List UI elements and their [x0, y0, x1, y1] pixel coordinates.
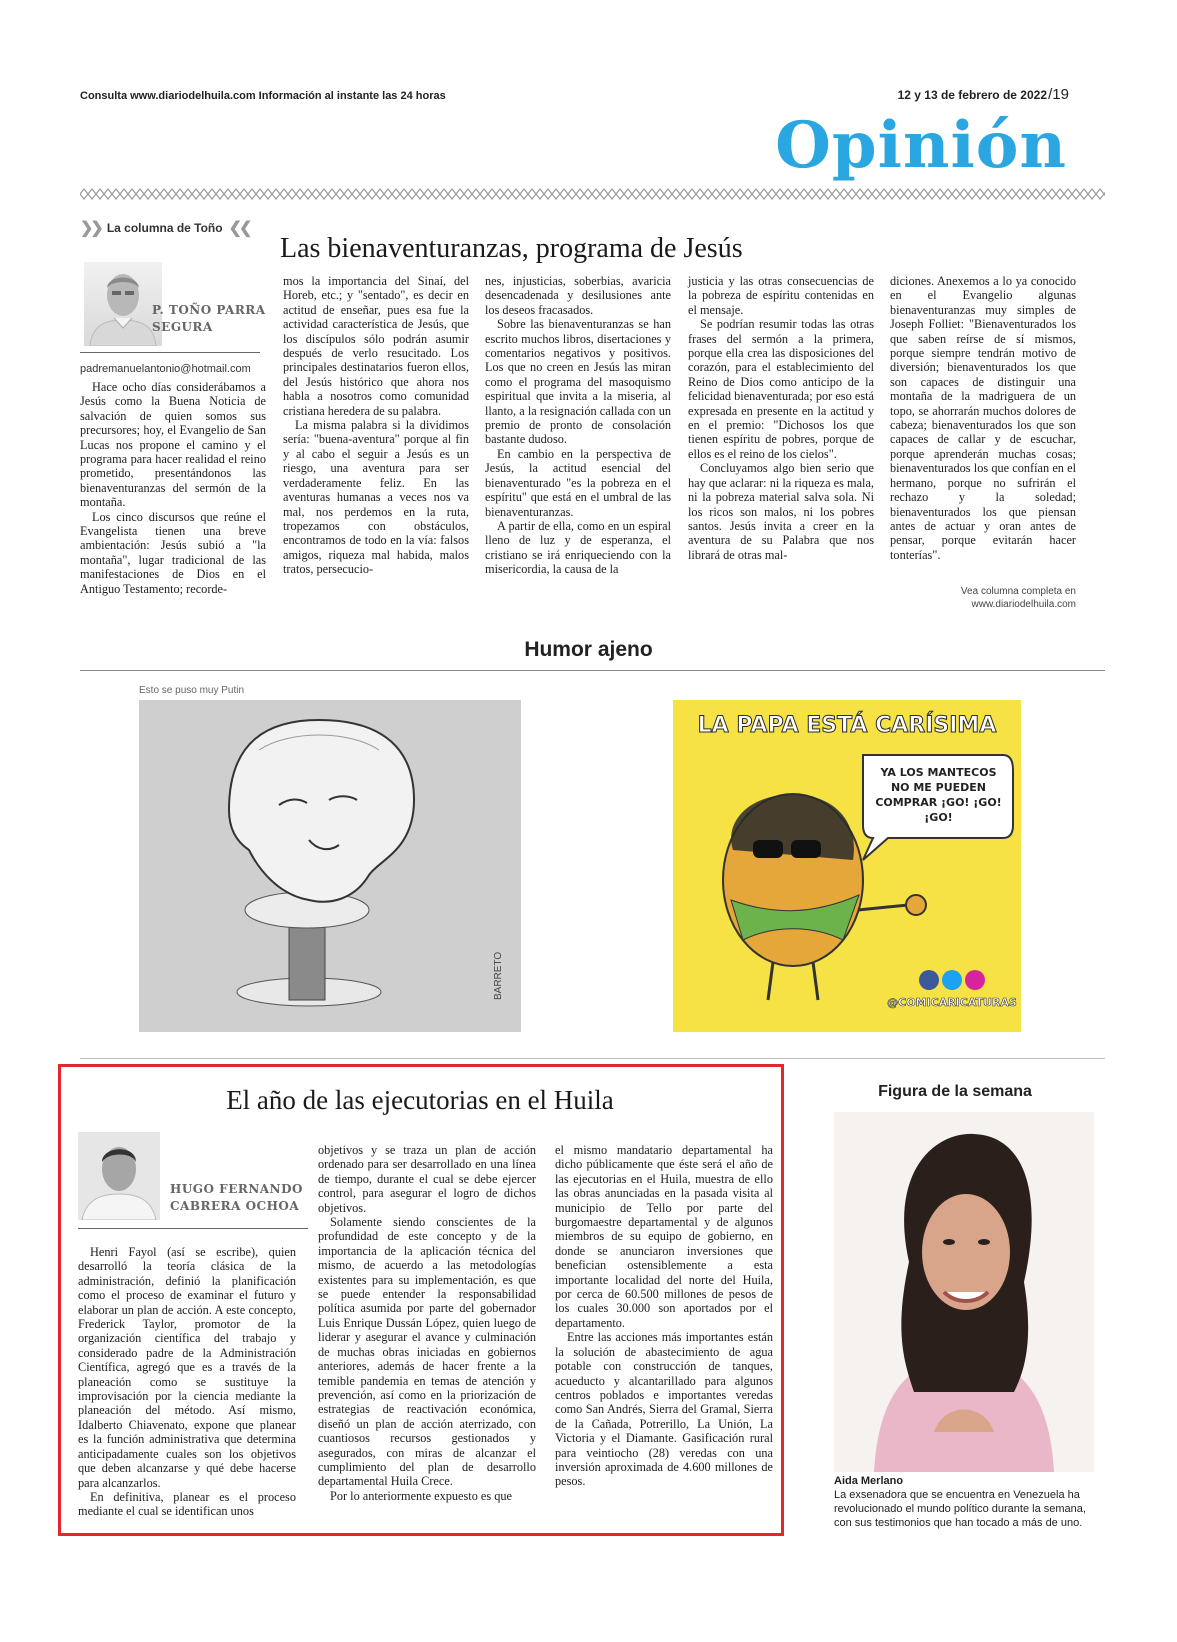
- paragraph: nes, injusticias, soberbias, avaricia desencadenada y desilusiones ante los deseos fracasados.: [485, 274, 671, 317]
- issue-date: 12 y 13 de febrero de 2022: [897, 88, 1047, 102]
- author-name-line: P. TOÑO PARRA: [152, 303, 266, 317]
- cartoon-handle: @COMICARICATURAS: [887, 996, 1017, 1009]
- column-kicker: [80, 218, 249, 238]
- author-email: padremanuelantonio@hotmail.com: [80, 363, 251, 375]
- paragraph: Concluyamos algo bien serio que hay que aclarar: ni la riqueza es mala, ni la pobreza material salva sola. Ni los ricos son malos, ni los pobres santos. Jesús invita a creer en la aventura de su Palabra que nos librará de otras mal-: [688, 461, 874, 562]
- section-title: Opinión: [775, 108, 1067, 183]
- paragraph: Henri Fayol (así se escribe), quien desarrolló la teoría clásica de la administración, definió la planificación como el proceso de examinar el futuro y elaborar un plan de acción. A este concepto, Frederick Taylor, promotor de la organización científica del trabajo y considerado padre de la Administración Científica, agregó que es a través de la planeación como se sustituye la improvisación por la ciencia mediante la planeación del método. Así mismo, Idalberto Chiavenato, expone que planear es la función administrativa que determina anticipadamente cuales son los objetivos que deben alcanzarse y qué debe hacerse para alcanzarlos.: [78, 1245, 296, 1490]
- kicker-label: La columna de Toño: [106, 221, 223, 235]
- paragraph: el mismo mandatario departamental ha dicho públicamente que éste será el año de las ejecutorias en el Huila, muestra de ello las obras anunciadas en la pasada visita al municipio de Tello por parte del burgomaestre departamental y de algunos miembros de su equipo de gobierno, en donde se anunciaron inversiones que benefician ostensiblemente a esta importante localidad del norte del Huila, por cerca de 60.500 millones de pesos de los cuales 30.000 son aportados por el departamento.: [555, 1143, 773, 1330]
- cartoon-headline: LA PAPA ESTÁ CARÍSIMA: [697, 713, 997, 738]
- decorative-zigzag-border: [80, 188, 1105, 200]
- cartoon-putin-image: [139, 700, 521, 1032]
- paragraph: objetivos y se traza un plan de acción ordenado para ser desarrollado en una línea de tiempo, durante el cual se debe ejercer control, para asegurar el logro de dichos objetivos.: [318, 1143, 536, 1215]
- author-photo: [84, 262, 162, 346]
- paragraph: Se podrían resumir todas las otras frases del sermón a la primera, porque ella crea las disposiciones del corazón, para el establecimiento del Reino de Dios como anticipo de la felicidad bienaventurada; por eso está expresada en presente en la actitud y en el premio: "Dichosos los que tienen espíritu de pobres, porque de ellos es el reino de los cielos".: [688, 317, 874, 461]
- article-column: [318, 1143, 536, 1503]
- article-column: [283, 274, 469, 577]
- cartoon-signature: BARRETO: [493, 951, 504, 1000]
- read-more-note: [890, 585, 1076, 611]
- paragraph: Sobre las bienaventuranzas se han escrito muchos libros, disertaciones y comentarios negativos y positivos. Los que no creen en Jesús las miran como el programa del masoquismo espiritual que invita a la miseria, al llanto, a la resignación callada con un premio de pronto de consolación bastante dudoso.: [485, 317, 671, 447]
- figure-photo: [834, 1112, 1094, 1472]
- author-name: [152, 302, 266, 336]
- figure-name: Aida Merlano: [834, 1475, 904, 1487]
- article-column: [485, 274, 671, 577]
- author-name-line: CABRERA OCHOA: [170, 1199, 300, 1213]
- article-title: El año de las ejecutorias en el Huila: [226, 1085, 614, 1115]
- article-title: Las bienaventuranzas, programa de Jesús: [280, 233, 743, 264]
- section-divider: [80, 670, 1105, 671]
- author-name-line: SEGURA: [152, 320, 213, 334]
- double-chevron-left-icon: ❮❮: [228, 220, 250, 237]
- double-chevron-right-icon: ❯❯: [80, 220, 101, 237]
- cartoon-papa-image: [673, 700, 1021, 1032]
- author-photo: [78, 1132, 160, 1220]
- section-divider: [80, 1058, 1105, 1059]
- paragraph: Los cinco discursos que reúne el Evangelista tienen una breve ambientación: Jesús subió a "la montaña", lugar tradicional de las manifestaciones de Dios en el Antiguo Testamento; recorde-: [80, 509, 266, 596]
- article-column: [80, 380, 266, 596]
- article-column: [78, 1245, 296, 1519]
- divider: [80, 352, 260, 353]
- article-column: [890, 274, 1076, 562]
- article-column: [688, 274, 874, 562]
- paragraph: mos la importancia del Sinaí, del Horeb, etc.; y "sentado", es decir en actitud de enseñar, pues esa fue la actividad característica de Jesús, que los discípulos sólo podrán asumir después de verlo resucitado. Los principales destinatarios fueron ellos, del Jesús histórico que ahora nos habla a nosotros como comunidad cristiana heredera de su palabra.: [283, 274, 469, 418]
- read-more-text: Vea columna completa en: [960, 586, 1076, 597]
- divider: [78, 1228, 308, 1229]
- paragraph: En cambio en la perspectiva de Jesús, la actitud esencial del bienaventurado "es la pobreza en el espíritu" que está en el umbral de las bienaventuranzas.: [485, 446, 671, 519]
- humor-section-title: Humor ajeno: [524, 638, 653, 661]
- article-column: [555, 1143, 773, 1489]
- figure-of-week-title: Figura de la semana: [878, 1083, 1032, 1100]
- paragraph: Solamente siendo conscientes de la profundidad de este concepto y de la importancia de la aplicación técnica del mismo, de acuerdo a las metodologías existentes para su implementación, es que se puede entender la responsabilidad política asumida por parte del gobernador Luis Enrique Dussán López, quien luego de liderar y asegurar el avance y culminación de muchas obras iniciadas en gobiernos anteriores, además de hacer frente a la temible pandemia en temas de atención y prevención, así como en la priorización de estrategias de reactivación económica, diseñó un plan de acción aterrizado, con cuantiosos recursos gestionados y asegurados, con miras de alcanzar el cumplimiento del plan de desarrollo departamental Huila Crece.: [318, 1215, 536, 1489]
- paragraph: Entre las acciones más importantes están la solución de abastecimiento de agua potable con construcción de tanques, acueducto y alcantarillado para algunos centros poblados e importantes veredas como San Andrés, Sierra del Gramal, Sierra de la Cañada, Potrerillo, La Unión, La Victoria y el Diamante. Gasificación rural para veintiocho (28) veredas con una inversión aproximada de 4.600 millones de pesos.: [555, 1330, 773, 1489]
- cartoon-caption: Esto se puso muy Putin: [139, 685, 245, 696]
- paragraph: A partir de ella, como en un espiral lleno de luz y de esperanza, el cristiano se irá enriqueciendo con la misericordia, la causa de la: [485, 518, 671, 577]
- speech-bubble-text: YA LOS MANTECOS NO ME PUEDEN COMPRAR ¡GO! ¡GO! ¡GO!: [875, 766, 1002, 824]
- page-number: /19: [1048, 86, 1069, 103]
- site-tagline: Consulta www.diariodelhuila.com Información al instante las 24 horas: [80, 90, 446, 102]
- figure-caption-text: La exsenadora que se encuentra en Venezuela ha revolucionado el mundo político durante la semana, con sus testimonios que han tocado a más de uno.: [834, 1489, 1086, 1529]
- author-name: [170, 1181, 303, 1215]
- paragraph: Hace ocho días considerábamos a Jesús como la Buena Noticia de salvación de quien somos sus precursores; hoy, el Evangelio de San Lucas nos propone el camino y el programa para hacer realidad el reino prometido, presentándonos las bienaventuranzas del sermón de la montaña.: [80, 380, 266, 510]
- paragraph: diciones. Anexemos a lo ya conocido en el Evangelio algunas bienaventuranzas muy simples de Joseph Folliet: "Bienaventurados los que saben reírse de sí mismos, porque siempre tendrán motivo de diversión; bienaventurados los que son capaces de distinguir una montaña de la madriguera de un topo, se ahorrarán muchos dolores de cabeza; bienaventurados los que son capaces de callar y de escuchar, porque aprenderán muchas cosas; bienaventurados los que confían en el hermano, porque no sufrirán el rechazo y la soledad; bienaventurados los que piensan antes de actuar y oran antes de pensar, porque evitarán hacer tonterías".: [890, 274, 1076, 562]
- author-name-line: HUGO FERNANDO: [170, 1182, 303, 1196]
- figure-caption: [834, 1474, 1094, 1530]
- paragraph: Por lo anteriormente expuesto es que: [330, 1488, 513, 1503]
- paragraph: justicia y las otras consecuencias de la pobreza de espíritu contenidas en el mensaje.: [688, 274, 874, 317]
- paragraph: La misma palabra si la dividimos sería: "buena-aventura" porque al fin y al cabo el seguir a Jesús es un riesgo, una aventura para ser verdaderamente feliz. En las aventuras humanas a veces nos va mal, nos perdemos en la ruta, tropezamos con obstáculos, encontramos de todo en la vía: falsos amigos, riqueza mal habida, malos tratos, persecucio-: [283, 418, 469, 577]
- read-more-link[interactable]: www.diariodelhuila.com: [971, 599, 1076, 610]
- paragraph: En definitiva, planear es el proceso mediante el cual se identifican unos: [78, 1489, 296, 1519]
